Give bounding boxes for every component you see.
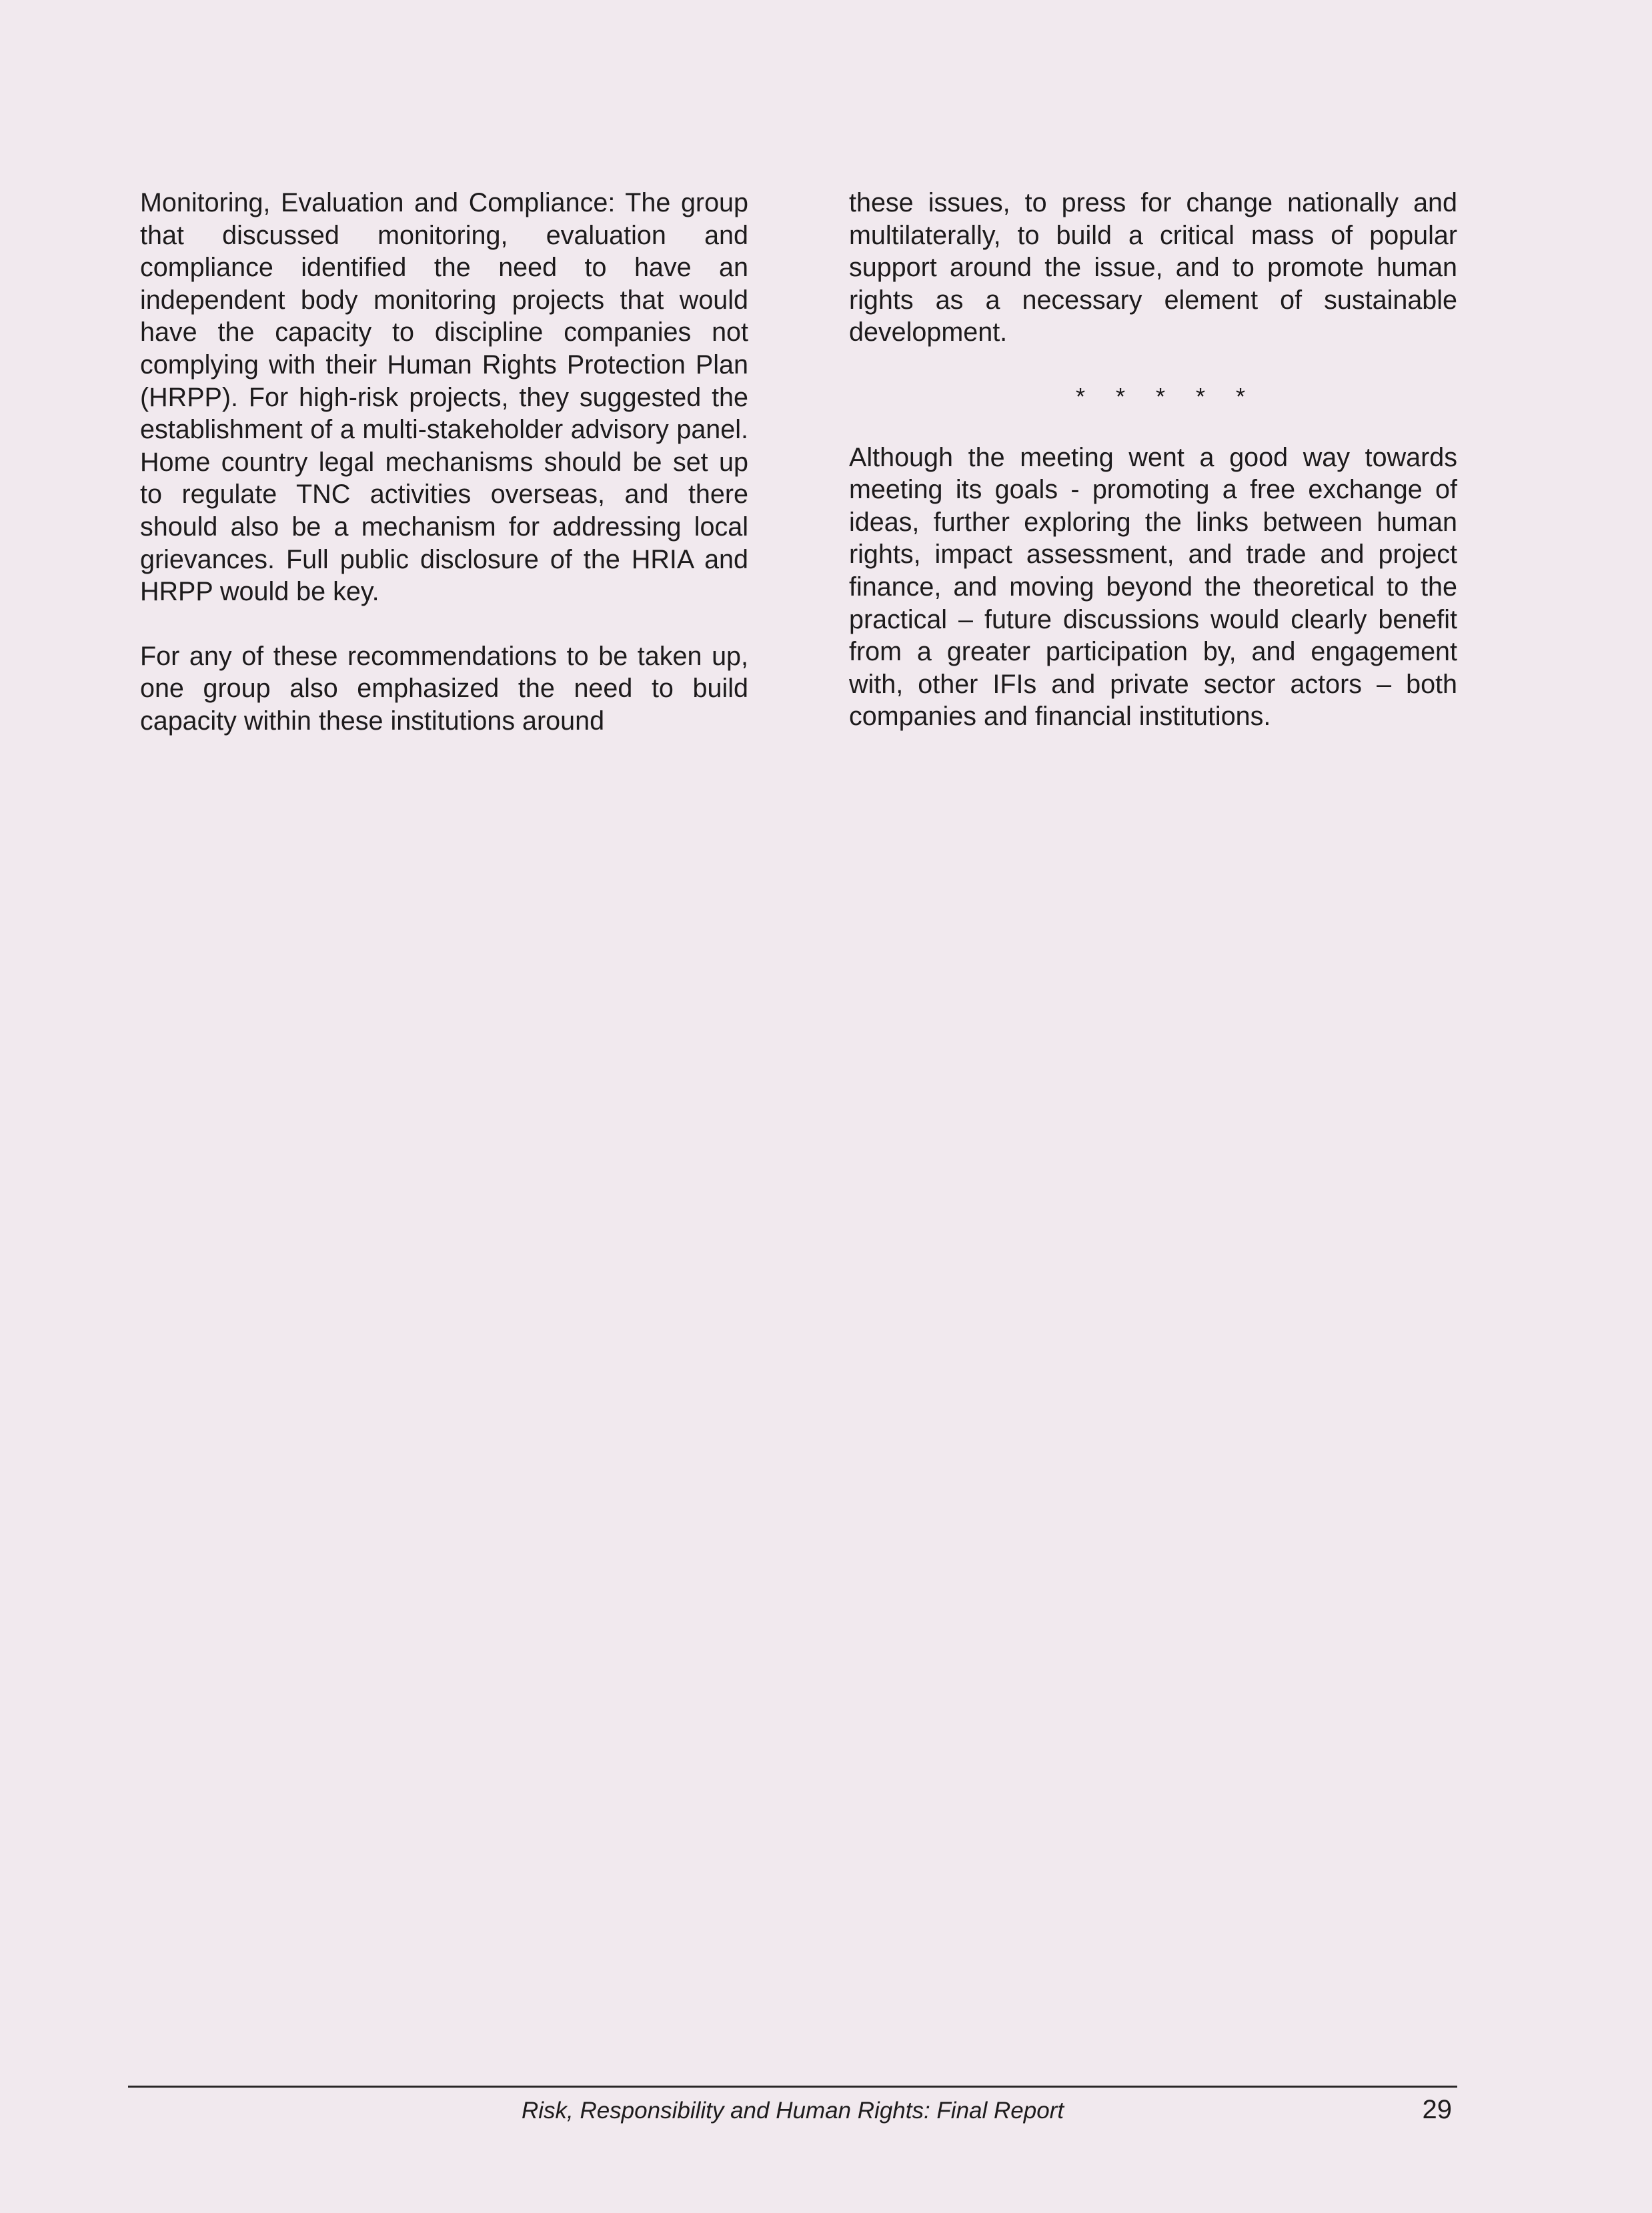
paragraph-monitoring-evaluation-compliance: Monitoring, Evaluation and Compliance: The group that discussed monitoring, evaluation and compliance identified the need to have an independent body monitoring projects that would have the capacity to discipline companies not complying with their Human Rights Protection Plan (HRPP). For high-risk projects, they suggested the establishment of a multi-stakeholder advisory panel. Home country legal mechanisms should be set up to regulate TNC activities overseas, and there should also be a mechanism for addressing local grievances. Full public disclosure of the HRIA and HRPP would be key. — [140, 188, 748, 607]
footer-divider — [128, 2086, 1457, 2088]
paragraph-recommendations: For any of these recommendations to be taken up, one group also emphasized the need to build capacity within these institutions around — [140, 641, 748, 736]
right-column — [849, 187, 1457, 733]
paragraph-conclusion: Although the meeting went a good way towards meeting its goals - promoting a free exchange of ideas, further exploring the links between human rights, impact assessment, and trade and project finance, and moving beyond the theoretical to the practical – future discussions would clearly benefit from a greater participation by, and engagement with, other IFIs and private sector actors – both companies and financial institutions. — [849, 442, 1457, 732]
page-number: 29 — [1422, 2095, 1452, 2124]
footer-report-title: Risk, Responsibility and Human Rights: Final Report — [521, 2098, 1064, 2124]
paragraph-continuation: these issues, to press for change nationally and multilaterally, to build a critical mass of popular support around the issue, and to promote human rights as a necessary element of sustainable development. — [849, 188, 1457, 347]
left-column — [140, 187, 748, 738]
section-separator: * * * * * — [1075, 382, 1258, 410]
